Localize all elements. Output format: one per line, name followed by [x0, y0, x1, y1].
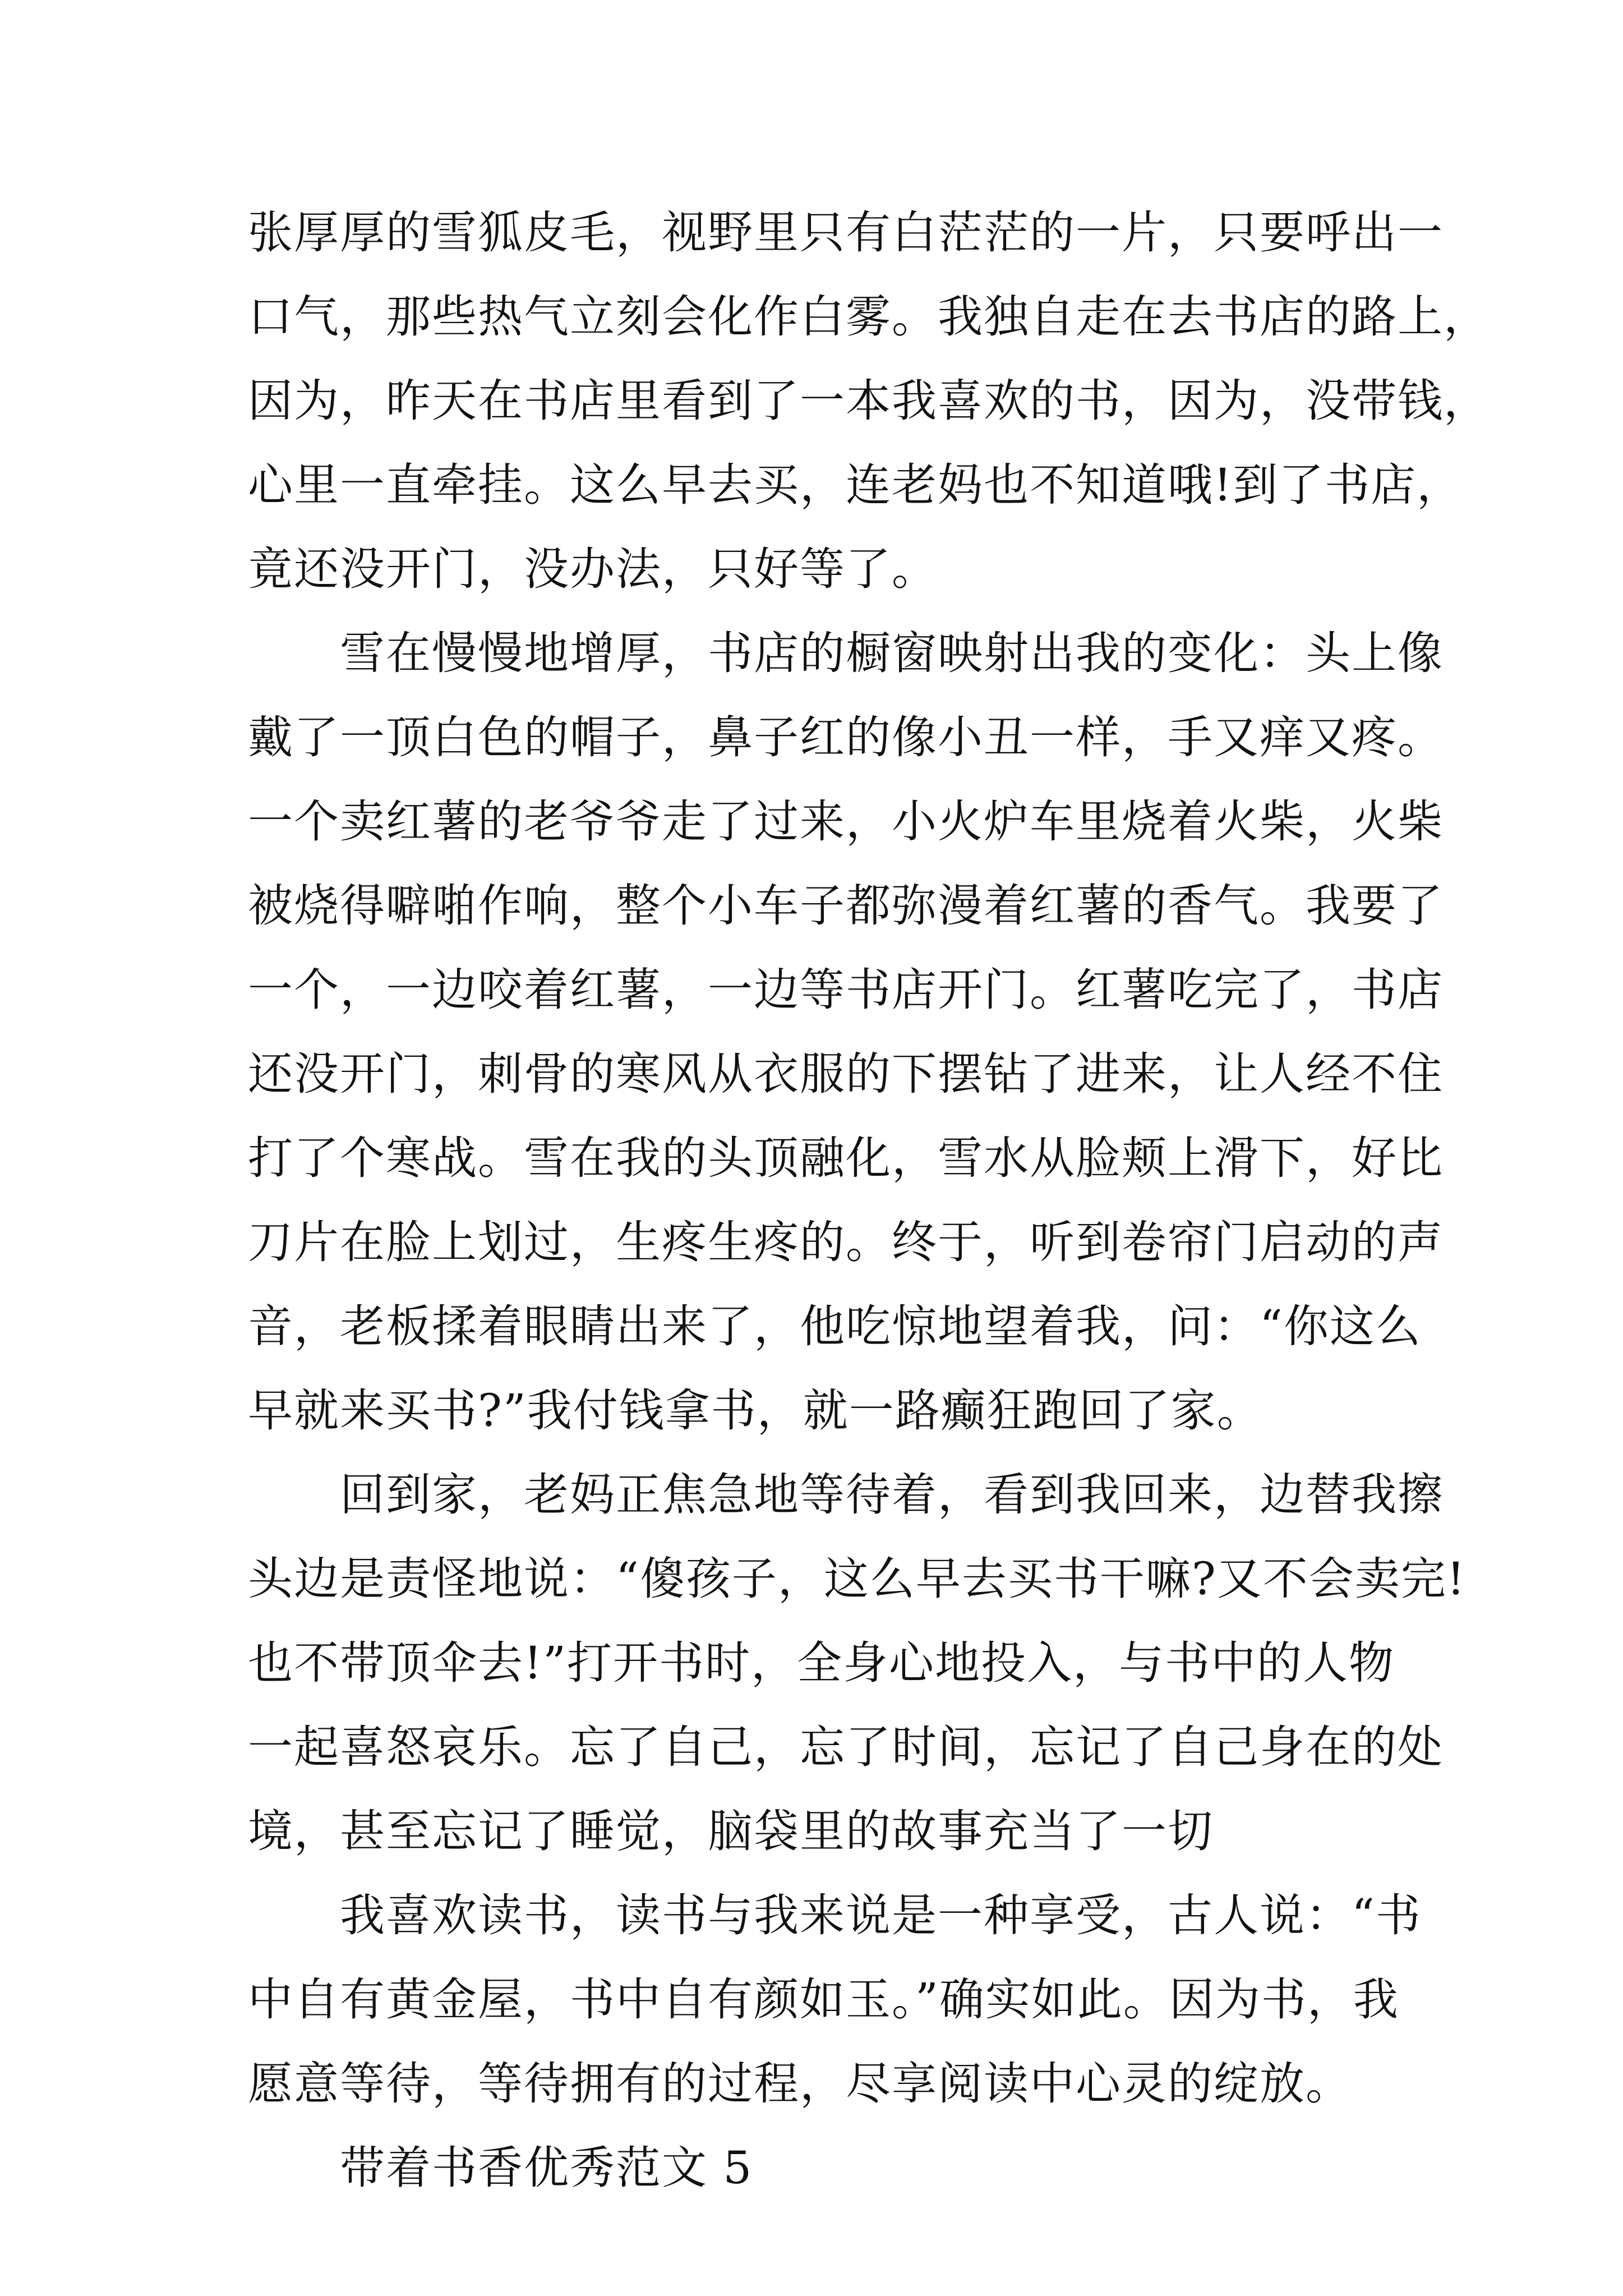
text-line: 头边是责怪地说：“傻孩子，这么早去买书干嘛?又不会卖完!: [248, 1553, 1466, 1605]
text-line: 一个，一边咬着红薯，一边等书店开门。红薯吃完了，书店: [248, 964, 1444, 1016]
text-line: 雪在慢慢地增厚，书店的橱窗映射出我的变化：头上像: [248, 627, 1444, 679]
text-line: 因为，昨天在书店里看到了一本我喜欢的书，因为，没带钱，: [248, 375, 1490, 427]
essay-body: [248, 191, 1490, 2210]
text-line: 口气，那些热气立刻会化作白雾。我独自走在去书店的路上，: [248, 291, 1490, 343]
text-line: 回到家，老妈正焦急地等待着，看到我回来，边替我擦: [248, 1469, 1444, 1521]
text-line: 竟还没开门，没办法，只好等了。: [248, 543, 938, 595]
text-line: 心里一直牵挂。这么早去买，连老妈也不知道哦!到了书店，: [248, 459, 1463, 511]
text-line: 还没开门，刺骨的寒风从衣服的下摆钻了进来，让人经不住: [248, 1048, 1444, 1100]
text-line: 音，老板揉着眼睛出来了，他吃惊地望着我，问：“你这么: [248, 1300, 1422, 1352]
text-line: 中自有黄金屋，书中自有颜如玉。”确实如此。因为书，我: [248, 1973, 1399, 2026]
text-line: 被烧得噼啪作响，整个小车子都弥漫着红薯的香气。我要了: [248, 880, 1444, 932]
text-line: 境，甚至忘记了睡觉，脑袋里的故事充当了一切: [248, 1805, 1214, 1857]
section-heading: 带着书香优秀范文 5: [248, 2142, 753, 2194]
text-line: 早就来买书?”我付钱拿书，就一路癫狂跑回了家。: [248, 1384, 1263, 1437]
text-line: 戴了一顶白色的帽子，鼻子红的像小丑一样，手又痒又疼。: [248, 711, 1444, 763]
text-line: 愿意等待，等待拥有的过程，尽享阅读中心灵的绽放。: [248, 2058, 1352, 2110]
text-line: 我喜欢读书，读书与我来说是一种享受，古人说：“书: [248, 1889, 1422, 1941]
text-line: 一起喜怒哀乐。忘了自己，忘了时间，忘记了自己身在的处: [248, 1721, 1444, 1773]
text-line: 也不带顶伞去!”打开书时，全身心地投入，与书中的人物: [248, 1637, 1395, 1689]
text-line: 刀片在脸上划过，生疼生疼的。终于，听到卷帘门启动的声: [248, 1216, 1444, 1268]
text-line: 张厚厚的雪狐皮毛，视野里只有白茫茫的一片，只要呼出一: [248, 206, 1444, 259]
text-line: 一个卖红薯的老爷爷走了过来，小火炉车里烧着火柴，火柴: [248, 795, 1444, 848]
text-line: 打了个寒战。雪在我的头顶融化，雪水从脸颊上滑下，好比: [248, 1132, 1444, 1184]
